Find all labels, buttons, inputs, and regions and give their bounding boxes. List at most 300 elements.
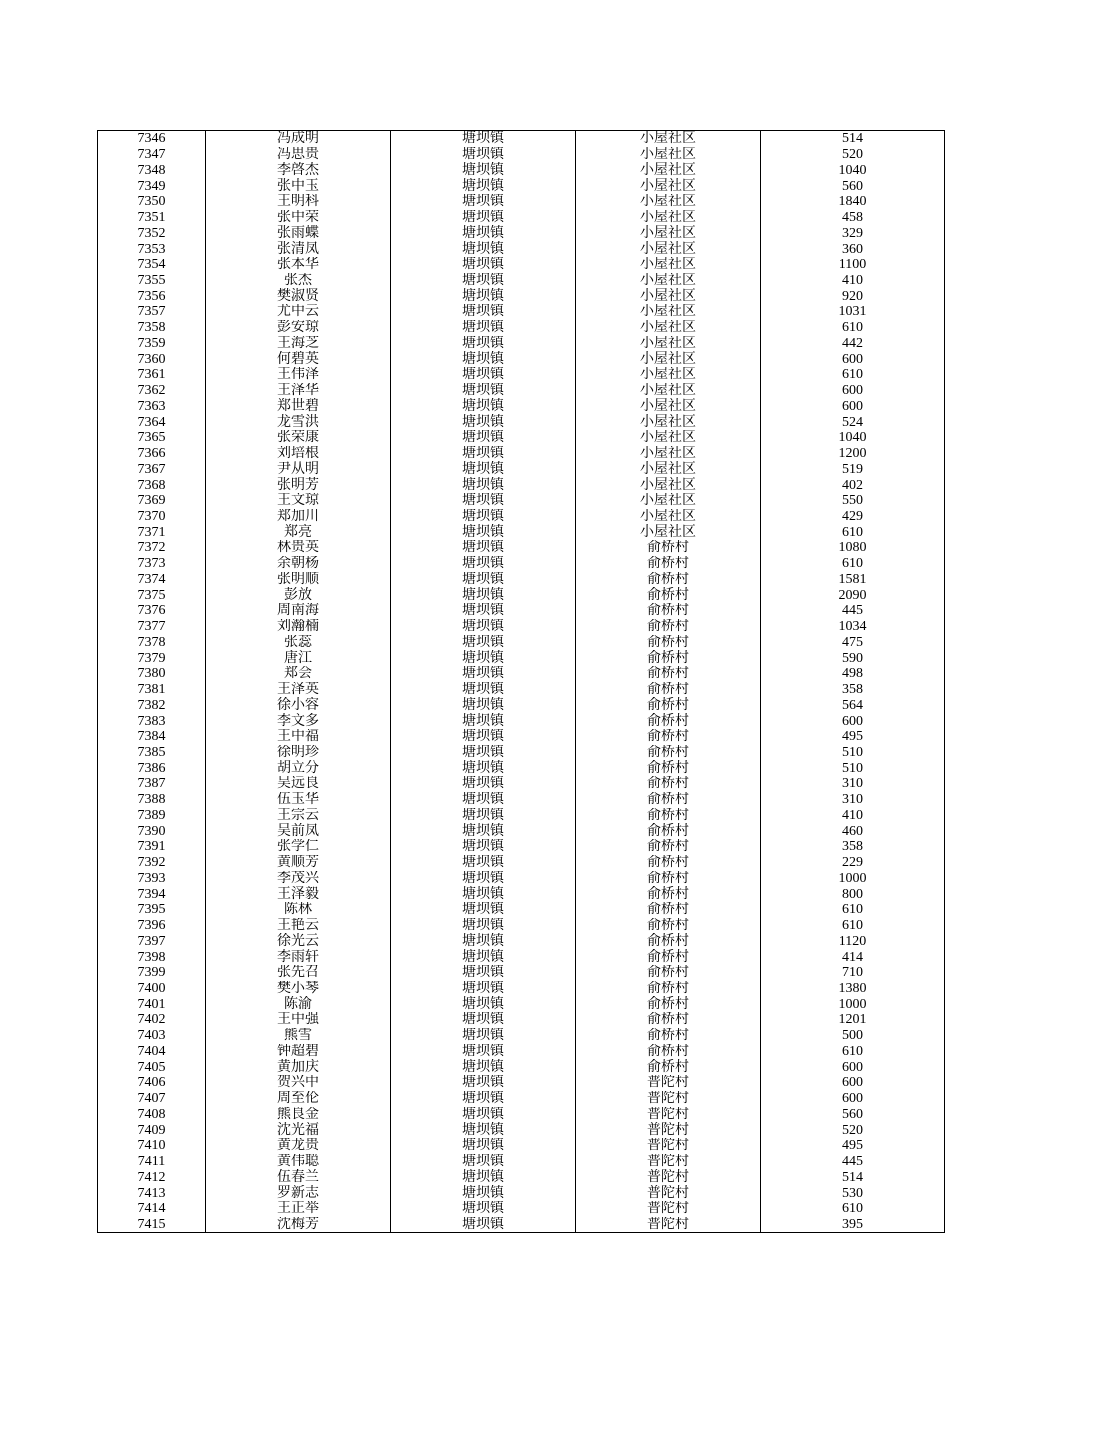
- amount-cell: 402: [761, 477, 945, 493]
- table-row: [98, 666, 945, 682]
- row-number-cell: 7390: [98, 823, 206, 839]
- village-cell: 小屋社区: [576, 131, 761, 147]
- amount-cell: 600: [761, 713, 945, 729]
- row-number-cell: 7350: [98, 194, 206, 210]
- village-cell: 普陀村: [576, 1185, 761, 1201]
- town-cell: 塘坝镇: [391, 808, 576, 824]
- amount-cell: 520: [761, 147, 945, 163]
- amount-cell: 610: [761, 524, 945, 540]
- table-row: [98, 965, 945, 981]
- table-row: [98, 1185, 945, 1201]
- amount-cell: 524: [761, 414, 945, 430]
- town-cell: 塘坝镇: [391, 619, 576, 635]
- town-cell: 塘坝镇: [391, 650, 576, 666]
- town-cell: 塘坝镇: [391, 745, 576, 761]
- village-cell: 俞桥村: [576, 823, 761, 839]
- name-cell: 张明顺: [206, 572, 391, 588]
- amount-cell: 610: [761, 902, 945, 918]
- town-cell: 塘坝镇: [391, 556, 576, 572]
- name-cell: 尹从明: [206, 461, 391, 477]
- town-cell: 塘坝镇: [391, 1169, 576, 1185]
- name-cell: 周南海: [206, 603, 391, 619]
- village-cell: 小屋社区: [576, 210, 761, 226]
- amount-cell: 800: [761, 886, 945, 902]
- table-row: [98, 1201, 945, 1217]
- village-cell: 俞桥村: [576, 619, 761, 635]
- village-cell: 小屋社区: [576, 430, 761, 446]
- name-cell: 张杰: [206, 273, 391, 289]
- town-cell: 塘坝镇: [391, 1059, 576, 1075]
- amount-cell: 329: [761, 225, 945, 241]
- amount-cell: 600: [761, 1075, 945, 1091]
- town-cell: 塘坝镇: [391, 603, 576, 619]
- town-cell: 塘坝镇: [391, 776, 576, 792]
- table-row: [98, 855, 945, 871]
- amount-cell: 600: [761, 1059, 945, 1075]
- row-number-cell: 7403: [98, 1028, 206, 1044]
- village-cell: 普陀村: [576, 1138, 761, 1154]
- amount-cell: 710: [761, 965, 945, 981]
- name-cell: 王正举: [206, 1201, 391, 1217]
- village-cell: 小屋社区: [576, 147, 761, 163]
- row-number-cell: 7387: [98, 776, 206, 792]
- table-row: [98, 1075, 945, 1091]
- name-cell: 李茂兴: [206, 871, 391, 887]
- town-cell: 塘坝镇: [391, 414, 576, 430]
- row-number-cell: 7353: [98, 241, 206, 257]
- table-row: [98, 823, 945, 839]
- name-cell: 郑会: [206, 666, 391, 682]
- amount-cell: 560: [761, 178, 945, 194]
- table-row: [98, 493, 945, 509]
- amount-cell: 610: [761, 918, 945, 934]
- village-cell: 俞桥村: [576, 713, 761, 729]
- row-number-cell: 7399: [98, 965, 206, 981]
- row-number-cell: 7401: [98, 996, 206, 1012]
- village-cell: 小屋社区: [576, 461, 761, 477]
- row-number-cell: 7374: [98, 572, 206, 588]
- amount-cell: 495: [761, 1138, 945, 1154]
- name-cell: 樊淑贤: [206, 288, 391, 304]
- row-number-cell: 7379: [98, 650, 206, 666]
- row-number-cell: 7358: [98, 320, 206, 336]
- name-cell: 王泽华: [206, 383, 391, 399]
- name-cell: 何碧英: [206, 351, 391, 367]
- table-row: [98, 886, 945, 902]
- amount-cell: 358: [761, 839, 945, 855]
- table-row: [98, 745, 945, 761]
- table-row: [98, 996, 945, 1012]
- row-number-cell: 7385: [98, 745, 206, 761]
- name-cell: 王明科: [206, 194, 391, 210]
- row-number-cell: 7404: [98, 1044, 206, 1060]
- table-row: [98, 257, 945, 273]
- row-number-cell: 7397: [98, 933, 206, 949]
- village-cell: 俞桥村: [576, 1059, 761, 1075]
- village-cell: 俞桥村: [576, 745, 761, 761]
- amount-cell: 445: [761, 1154, 945, 1170]
- name-cell: 王伟泽: [206, 367, 391, 383]
- row-number-cell: 7354: [98, 257, 206, 273]
- table-row: [98, 430, 945, 446]
- name-cell: 吴前凤: [206, 823, 391, 839]
- row-number-cell: 7372: [98, 540, 206, 556]
- table-row: [98, 477, 945, 493]
- town-cell: 塘坝镇: [391, 729, 576, 745]
- name-cell: 陈渝: [206, 996, 391, 1012]
- name-cell: 熊雪: [206, 1028, 391, 1044]
- village-cell: 小屋社区: [576, 493, 761, 509]
- amount-cell: 1100: [761, 257, 945, 273]
- row-number-cell: 7402: [98, 1012, 206, 1028]
- row-number-cell: 7369: [98, 493, 206, 509]
- row-number-cell: 7388: [98, 792, 206, 808]
- row-number-cell: 7393: [98, 871, 206, 887]
- name-cell: 吴远良: [206, 776, 391, 792]
- table-row: [98, 446, 945, 462]
- village-cell: 普陀村: [576, 1091, 761, 1107]
- row-number-cell: 7376: [98, 603, 206, 619]
- amount-cell: 600: [761, 351, 945, 367]
- table-row: [98, 367, 945, 383]
- town-cell: 塘坝镇: [391, 1201, 576, 1217]
- row-number-cell: 7400: [98, 981, 206, 997]
- table-row: [98, 933, 945, 949]
- village-cell: 俞桥村: [576, 729, 761, 745]
- amount-cell: 564: [761, 697, 945, 713]
- row-number-cell: 7371: [98, 524, 206, 540]
- town-cell: 塘坝镇: [391, 902, 576, 918]
- name-cell: 张清凤: [206, 241, 391, 257]
- row-number-cell: 7355: [98, 273, 206, 289]
- table-row: [98, 241, 945, 257]
- amount-cell: 514: [761, 1169, 945, 1185]
- amount-cell: 920: [761, 288, 945, 304]
- town-cell: 塘坝镇: [391, 587, 576, 603]
- name-cell: 钟超碧: [206, 1044, 391, 1060]
- amount-cell: 530: [761, 1185, 945, 1201]
- town-cell: 塘坝镇: [391, 1154, 576, 1170]
- town-cell: 塘坝镇: [391, 131, 576, 147]
- table-row: [98, 808, 945, 824]
- amount-cell: 1034: [761, 619, 945, 635]
- table-row: [98, 697, 945, 713]
- row-number-cell: 7362: [98, 383, 206, 399]
- town-cell: 塘坝镇: [391, 288, 576, 304]
- village-cell: 俞桥村: [576, 1044, 761, 1060]
- village-cell: 俞桥村: [576, 572, 761, 588]
- table-row: [98, 572, 945, 588]
- village-cell: 普陀村: [576, 1154, 761, 1170]
- table-row: [98, 949, 945, 965]
- table-row: [98, 871, 945, 887]
- town-cell: 塘坝镇: [391, 1122, 576, 1138]
- amount-cell: 510: [761, 745, 945, 761]
- village-cell: 小屋社区: [576, 367, 761, 383]
- table-row: [98, 225, 945, 241]
- amount-cell: 414: [761, 949, 945, 965]
- name-cell: 李啓杰: [206, 162, 391, 178]
- name-cell: 张中荣: [206, 210, 391, 226]
- amount-cell: 2090: [761, 587, 945, 603]
- name-cell: 唐江: [206, 650, 391, 666]
- town-cell: 塘坝镇: [391, 461, 576, 477]
- table-row: [98, 194, 945, 210]
- amount-cell: 310: [761, 792, 945, 808]
- village-cell: 俞桥村: [576, 933, 761, 949]
- town-cell: 塘坝镇: [391, 996, 576, 1012]
- amount-cell: 429: [761, 509, 945, 525]
- name-cell: 郑加川: [206, 509, 391, 525]
- row-number-cell: 7348: [98, 162, 206, 178]
- table-row: [98, 682, 945, 698]
- name-cell: 彭安琼: [206, 320, 391, 336]
- name-cell: 沈光福: [206, 1122, 391, 1138]
- amount-cell: 360: [761, 241, 945, 257]
- village-cell: 普陀村: [576, 1169, 761, 1185]
- village-cell: 俞桥村: [576, 918, 761, 934]
- row-number-cell: 7415: [98, 1217, 206, 1233]
- amount-cell: 610: [761, 1044, 945, 1060]
- table-row: [98, 162, 945, 178]
- table-row: [98, 351, 945, 367]
- name-cell: 王泽毅: [206, 886, 391, 902]
- name-cell: 王中强: [206, 1012, 391, 1028]
- village-cell: 小屋社区: [576, 383, 761, 399]
- amount-cell: 1840: [761, 194, 945, 210]
- amount-cell: 500: [761, 1028, 945, 1044]
- row-number-cell: 7405: [98, 1059, 206, 1075]
- village-cell: 小屋社区: [576, 524, 761, 540]
- amount-cell: 610: [761, 1201, 945, 1217]
- town-cell: 塘坝镇: [391, 1185, 576, 1201]
- name-cell: 张学仁: [206, 839, 391, 855]
- table-row: [98, 729, 945, 745]
- row-number-cell: 7384: [98, 729, 206, 745]
- table-row: [98, 336, 945, 352]
- amount-cell: 1040: [761, 162, 945, 178]
- village-cell: 小屋社区: [576, 273, 761, 289]
- town-cell: 塘坝镇: [391, 367, 576, 383]
- name-cell: 张中玉: [206, 178, 391, 194]
- amount-cell: 458: [761, 210, 945, 226]
- village-cell: 小屋社区: [576, 398, 761, 414]
- village-cell: 小屋社区: [576, 477, 761, 493]
- name-cell: 张雨蝶: [206, 225, 391, 241]
- amount-cell: 1581: [761, 572, 945, 588]
- row-number-cell: 7363: [98, 398, 206, 414]
- name-cell: 郑亮: [206, 524, 391, 540]
- name-cell: 徐明珍: [206, 745, 391, 761]
- table-row: [98, 461, 945, 477]
- table-body: [98, 131, 945, 1233]
- row-number-cell: 7361: [98, 367, 206, 383]
- town-cell: 塘坝镇: [391, 430, 576, 446]
- table-row: [98, 540, 945, 556]
- name-cell: 王文琼: [206, 493, 391, 509]
- town-cell: 塘坝镇: [391, 273, 576, 289]
- amount-cell: 610: [761, 556, 945, 572]
- town-cell: 塘坝镇: [391, 1028, 576, 1044]
- village-cell: 俞桥村: [576, 1012, 761, 1028]
- town-cell: 塘坝镇: [391, 336, 576, 352]
- town-cell: 塘坝镇: [391, 351, 576, 367]
- town-cell: 塘坝镇: [391, 933, 576, 949]
- name-cell: 沈梅芳: [206, 1217, 391, 1233]
- name-cell: 龙雪洪: [206, 414, 391, 430]
- row-number-cell: 7412: [98, 1169, 206, 1185]
- village-cell: 俞桥村: [576, 682, 761, 698]
- amount-cell: 1200: [761, 446, 945, 462]
- row-number-cell: 7356: [98, 288, 206, 304]
- table-row: [98, 1028, 945, 1044]
- village-cell: 小屋社区: [576, 320, 761, 336]
- amount-cell: 310: [761, 776, 945, 792]
- village-cell: 俞桥村: [576, 902, 761, 918]
- town-cell: 塘坝镇: [391, 1091, 576, 1107]
- town-cell: 塘坝镇: [391, 635, 576, 651]
- village-cell: 小屋社区: [576, 414, 761, 430]
- name-cell: 王宗云: [206, 808, 391, 824]
- town-cell: 塘坝镇: [391, 697, 576, 713]
- village-cell: 俞桥村: [576, 981, 761, 997]
- row-number-cell: 7389: [98, 808, 206, 824]
- amount-cell: 410: [761, 808, 945, 824]
- name-cell: 尤中云: [206, 304, 391, 320]
- village-cell: 小屋社区: [576, 178, 761, 194]
- table-row: [98, 587, 945, 603]
- row-number-cell: 7407: [98, 1091, 206, 1107]
- table-row: [98, 918, 945, 934]
- table-row: [98, 619, 945, 635]
- name-cell: 王艳云: [206, 918, 391, 934]
- amount-cell: 442: [761, 336, 945, 352]
- town-cell: 塘坝镇: [391, 178, 576, 194]
- row-number-cell: 7394: [98, 886, 206, 902]
- row-number-cell: 7366: [98, 446, 206, 462]
- table-row: [98, 131, 945, 147]
- name-cell: 彭放: [206, 587, 391, 603]
- town-cell: 塘坝镇: [391, 792, 576, 808]
- name-cell: 熊良金: [206, 1107, 391, 1123]
- town-cell: 塘坝镇: [391, 1107, 576, 1123]
- row-number-cell: 7367: [98, 461, 206, 477]
- table-row: [98, 839, 945, 855]
- table-row: [98, 650, 945, 666]
- name-cell: 徐小容: [206, 697, 391, 713]
- table-row: [98, 383, 945, 399]
- row-number-cell: 7375: [98, 587, 206, 603]
- row-number-cell: 7368: [98, 477, 206, 493]
- town-cell: 塘坝镇: [391, 446, 576, 462]
- table-row: [98, 1012, 945, 1028]
- amount-cell: 410: [761, 273, 945, 289]
- village-cell: 小屋社区: [576, 446, 761, 462]
- name-cell: 王泽英: [206, 682, 391, 698]
- town-cell: 塘坝镇: [391, 871, 576, 887]
- name-cell: 罗新志: [206, 1185, 391, 1201]
- table-row: [98, 776, 945, 792]
- village-cell: 小屋社区: [576, 225, 761, 241]
- village-cell: 俞桥村: [576, 635, 761, 651]
- village-cell: 俞桥村: [576, 776, 761, 792]
- town-cell: 塘坝镇: [391, 477, 576, 493]
- name-cell: 郑世碧: [206, 398, 391, 414]
- village-cell: 俞桥村: [576, 540, 761, 556]
- village-cell: 普陀村: [576, 1122, 761, 1138]
- town-cell: 塘坝镇: [391, 823, 576, 839]
- town-cell: 塘坝镇: [391, 1012, 576, 1028]
- town-cell: 塘坝镇: [391, 1044, 576, 1060]
- amount-cell: 1380: [761, 981, 945, 997]
- table-row: [98, 1138, 945, 1154]
- town-cell: 塘坝镇: [391, 965, 576, 981]
- village-cell: 俞桥村: [576, 855, 761, 871]
- village-cell: 小屋社区: [576, 509, 761, 525]
- row-number-cell: 7414: [98, 1201, 206, 1217]
- village-cell: 小屋社区: [576, 336, 761, 352]
- town-cell: 塘坝镇: [391, 1138, 576, 1154]
- amount-cell: 600: [761, 398, 945, 414]
- name-cell: 李文多: [206, 713, 391, 729]
- village-cell: 俞桥村: [576, 886, 761, 902]
- town-cell: 塘坝镇: [391, 760, 576, 776]
- name-cell: 李雨轩: [206, 949, 391, 965]
- row-number-cell: 7360: [98, 351, 206, 367]
- table-row: [98, 981, 945, 997]
- town-cell: 塘坝镇: [391, 147, 576, 163]
- name-cell: 张明芳: [206, 477, 391, 493]
- row-number-cell: 7406: [98, 1075, 206, 1091]
- name-cell: 余朝杨: [206, 556, 391, 572]
- table-row: [98, 320, 945, 336]
- name-cell: 伍春兰: [206, 1169, 391, 1185]
- row-number-cell: 7382: [98, 697, 206, 713]
- amount-cell: 358: [761, 682, 945, 698]
- name-cell: 胡立分: [206, 760, 391, 776]
- amount-cell: 1000: [761, 996, 945, 1012]
- town-cell: 塘坝镇: [391, 225, 576, 241]
- village-cell: 俞桥村: [576, 808, 761, 824]
- name-cell: 张先召: [206, 965, 391, 981]
- town-cell: 塘坝镇: [391, 666, 576, 682]
- village-cell: 小屋社区: [576, 288, 761, 304]
- name-cell: 王海芝: [206, 336, 391, 352]
- row-number-cell: 7398: [98, 949, 206, 965]
- row-number-cell: 7396: [98, 918, 206, 934]
- name-cell: 徐光云: [206, 933, 391, 949]
- amount-cell: 1000: [761, 871, 945, 887]
- amount-cell: 1040: [761, 430, 945, 446]
- table-row: [98, 1044, 945, 1060]
- row-number-cell: 7347: [98, 147, 206, 163]
- row-number-cell: 7411: [98, 1154, 206, 1170]
- amount-cell: 460: [761, 823, 945, 839]
- table-row: [98, 1091, 945, 1107]
- town-cell: 塘坝镇: [391, 886, 576, 902]
- data-table: [97, 130, 945, 1233]
- row-number-cell: 7365: [98, 430, 206, 446]
- table-row: [98, 304, 945, 320]
- town-cell: 塘坝镇: [391, 839, 576, 855]
- name-cell: 黄顺芳: [206, 855, 391, 871]
- amount-cell: 510: [761, 760, 945, 776]
- village-cell: 小屋社区: [576, 241, 761, 257]
- name-cell: 张荣康: [206, 430, 391, 446]
- row-number-cell: 7391: [98, 839, 206, 855]
- name-cell: 伍玉华: [206, 792, 391, 808]
- name-cell: 张本华: [206, 257, 391, 273]
